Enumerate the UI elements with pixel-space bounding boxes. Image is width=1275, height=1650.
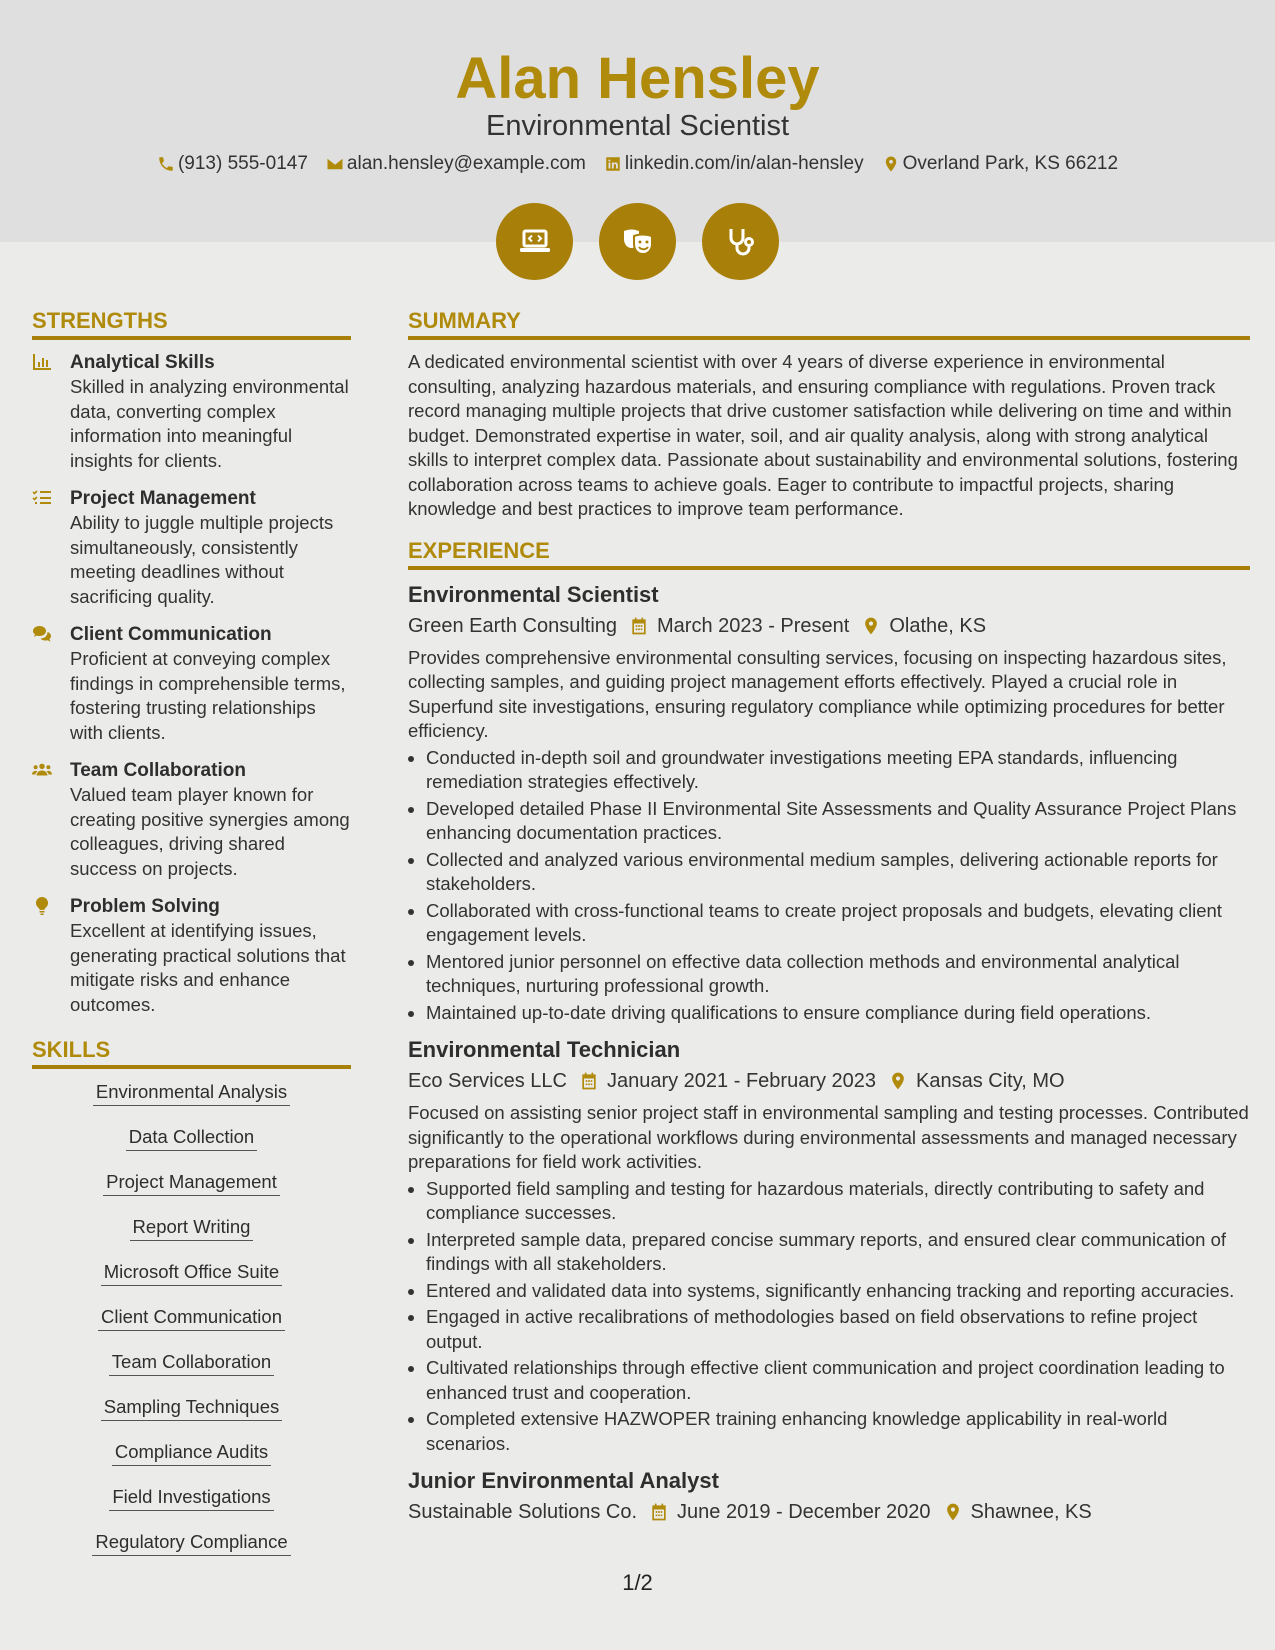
strength-item [32,894,351,1017]
strength-text: Valued team player known for creating positive synergies among colleagues, driving shared success on projects. [70,784,350,879]
skill-tag: Sampling Techniques [101,1394,283,1421]
job-description: Provides comprehensive environmental consulting services, focusing on inspecting hazardous sites, collecting samples, and guiding project management efforts effectively. Played a crucial role in Superfund site investigations, ensuring regulatory compliance while optimizing procedures for better efficiency. [408,646,1227,741]
strength-item [32,622,351,745]
job-bullet: • Supported field sampling and testing for hazardous materials, directly contributing to safety and compliance successes. [426,1177,1250,1226]
skill-tag: Report Writing [130,1214,254,1241]
job-title: Environmental Technician [408,1037,681,1062]
skill-tag: Environmental Analysis [93,1079,290,1106]
job-bullet: • Collected and analyzed various environmental medium samples, delivering actionable reports for stakeholders. [426,848,1250,897]
job-bullet: • Conducted in-depth soil and groundwater investigations meeting EPA standards, influencing remediation strategies effectively. [426,746,1250,795]
job-bullet: • Cultivated relationships through effective client communication and project coordination leading to enhanced trust and cooperation. [426,1356,1250,1405]
skill-tag: Regulatory Compliance [92,1529,290,1556]
theater-masks-icon [618,222,658,262]
strength-title: Problem Solving [70,896,220,917]
map-pin-icon [861,616,881,636]
job-location: Kansas City, MO [916,1070,1065,1092]
badge-row [0,203,1275,280]
email-text[interactable]: alan.hensley@example.com [346,153,586,174]
comments-icon [32,625,52,643]
job-entry [408,1035,1250,1456]
contact-location [882,151,1118,177]
strength-item [32,758,351,881]
skill-tag: Field Investigations [109,1484,273,1511]
map-pin-icon [882,155,900,173]
skills-list [32,1079,351,1574]
right-column [408,306,1250,1538]
job-bullet: • Completed extensive HAZWOPER training enhancing knowledge applicability in real-world scenarios. [426,1407,1250,1456]
job-bullet: • Interpreted sample data, prepared concise summary reports, and ensured clear communication of findings with all stakeholders. [426,1228,1250,1277]
stethoscope-icon [721,222,761,262]
strengths-heading: STRENGTHS [32,306,351,340]
laptop-code-icon [515,222,555,262]
job-bullet: • Entered and validated data into systems, significantly enhancing tracking and reporting accuracies. [426,1279,1250,1304]
laptop-code-badge [496,203,573,280]
job-bullet: • Mentored junior personnel on effective data collection methods and environmental analytical techniques, nurturing professional growth. [426,950,1250,999]
job-bullet: • Engaged in active recalibrations of methodologies based on field observations to refine project output. [426,1305,1250,1354]
left-column [32,306,351,1574]
job-bullet: • Maintained up-to-date driving qualifications to ensure compliance during field operations. [426,1001,1250,1026]
strength-text: Ability to juggle multiple projects simultaneously, consistently meeting deadlines without sacrificing quality. [70,512,334,607]
skill-tag: Client Communication [98,1304,285,1331]
skill-tag: Compliance Audits [112,1439,271,1466]
calendar-icon [629,616,649,636]
job-entry [408,580,1250,1026]
job-description: Focused on assisting senior project staff in environmental sampling and testing processes. Contributed significantly to the operational workflows during environmental assessments and managed necessary preparations for field work activities. [408,1102,1249,1172]
job-location: Olathe, KS [889,614,987,637]
candidate-title: Environmental Scientist [485,110,790,142]
strength-title: Client Communication [70,624,272,645]
strength-title: Project Management [70,488,256,509]
users-icon [32,761,52,779]
job-entry [408,1466,1250,1528]
skills-heading: SKILLS [32,1035,351,1069]
strength-text: Skilled in analyzing environmental data, converting complex information into meaningful insights for clients. [70,376,349,471]
strength-text: Excellent at identifying issues, generating practical solutions that mitigate risks and enhance outcomes. [70,920,346,1015]
map-pin-icon [943,1502,963,1522]
contact-email[interactable] [326,151,586,177]
job-company: Sustainable Solutions Co. [408,1501,638,1523]
strength-text: Proficient at conveying complex findings in comprehensible terms, fostering trusting relationships with clients. [70,648,346,743]
contact-row [0,151,1275,177]
job-dates: January 2021 - February 2023 [606,1070,877,1092]
map-pin-icon [888,1071,908,1091]
job-bullets [408,1177,1250,1457]
contact-phone [157,151,308,177]
calendar-icon [649,1502,669,1522]
job-dates: March 2023 - Present [657,614,850,637]
job-location: Shawnee, KS [970,1501,1092,1523]
job-bullet: • Collaborated with cross-functional teams to create project proposals and budgets, elevating client engagement levels. [426,899,1250,948]
calendar-icon [579,1071,599,1091]
experience-heading: EXPERIENCE [408,536,1250,570]
strength-title: Team Collaboration [70,760,246,781]
job-company: Eco Services LLC [408,1070,567,1092]
linkedin-icon [604,155,622,173]
job-bullets [408,746,1250,1026]
lightbulb-icon [32,897,52,915]
phone-text: (913) 555-0147 [177,153,308,174]
location-text: Overland Park, KS 66212 [902,153,1119,174]
strength-title: Analytical Skills [70,352,215,373]
skill-tag: Microsoft Office Suite [101,1259,282,1286]
job-meta [408,1065,1250,1097]
strength-item [32,486,351,609]
phone-icon [157,155,175,173]
job-company: Green Earth Consulting [408,614,618,637]
skill-tag: Data Collection [126,1124,257,1151]
envelope-icon [326,155,344,173]
skill-tag: Project Management [103,1169,280,1196]
linkedin-text[interactable]: linkedin.com/in/alan-hensley [624,153,864,174]
summary-heading: SUMMARY [408,306,1250,340]
bar-chart-icon [32,353,52,371]
job-dates: June 2019 - December 2020 [677,1501,931,1523]
job-title: Junior Environmental Analyst [408,1468,719,1493]
job-title: Environmental Scientist [408,581,659,607]
skill-tag: Team Collaboration [109,1349,274,1376]
job-meta [408,1496,1250,1528]
candidate-name: Alan Hensley [455,46,820,111]
page-number: 1/2 [622,1570,653,1595]
theater-masks-badge [599,203,676,280]
summary-text: A dedicated environmental scientist with over 4 years of diverse experience in environmental consulting, analyzing hazardous materials, and ensuring compliance with regulations. Proven track record managing multiple projects that drive customer satisfaction while delivering on time and within budget. Demonstrated expertise in water, soil, and air quality analysis, along with strong analytical skills to interpret complex data. Passionate about sustainability and environmental solutions, fostering collaboration across teams to achieve goals. Eager to contribute to impactful projects, sharing knowledge and best practices to improve team performance. [408,351,1238,519]
strength-item [32,350,351,473]
task-list-icon [32,489,52,507]
job-meta [408,610,1250,642]
stethoscope-badge [702,203,779,280]
contact-linkedin[interactable] [604,151,864,177]
job-bullet: • Developed detailed Phase II Environmental Site Assessments and Quality Assurance Project Plans enhancing documentation practices. [426,797,1250,846]
